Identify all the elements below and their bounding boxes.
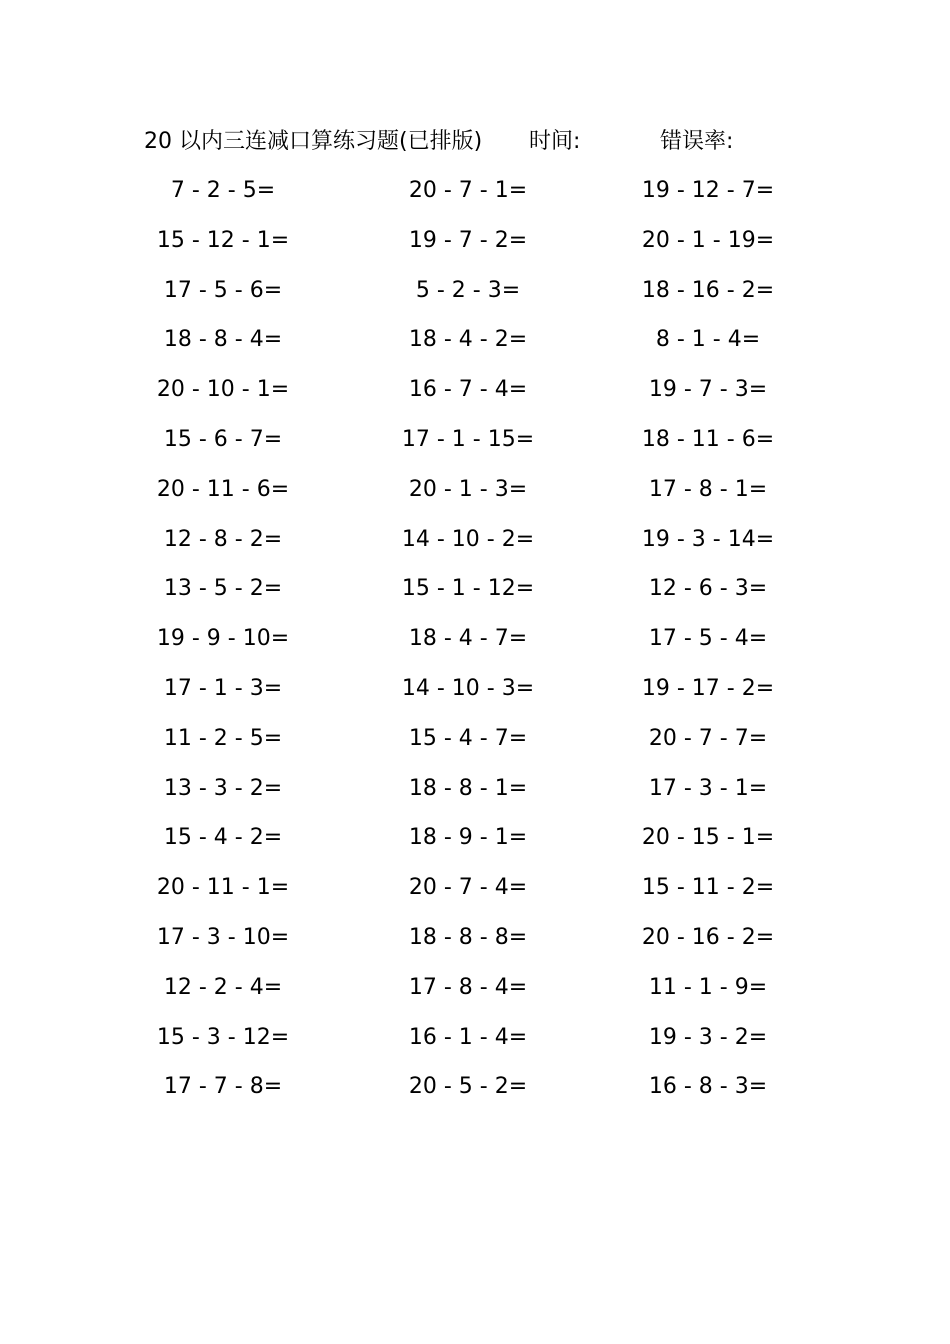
math-problem: 19 - 7 - 3= <box>648 377 768 403</box>
math-problem: 16 - 8 - 3= <box>648 1074 768 1100</box>
math-problem: 15 - 4 - 7= <box>408 725 528 751</box>
math-problem: 20 - 15 - 1= <box>641 825 775 851</box>
math-problem: 17 - 7 - 8= <box>163 1074 283 1100</box>
problem-row <box>0 921 950 971</box>
math-problem: 14 - 10 - 2= <box>401 526 535 552</box>
math-problem: 20 - 16 - 2= <box>641 924 775 950</box>
error-rate-label: 错误率: <box>660 129 734 154</box>
math-problem: 14 - 10 - 3= <box>401 675 535 701</box>
math-problem: 11 - 1 - 9= <box>648 974 768 1000</box>
math-problem: 16 - 1 - 4= <box>408 1024 528 1050</box>
math-problem: 15 - 4 - 2= <box>163 825 283 851</box>
math-problem: 18 - 16 - 2= <box>641 277 775 303</box>
problem-row <box>0 722 950 772</box>
math-problem: 20 - 7 - 7= <box>648 725 768 751</box>
math-problem: 17 - 1 - 15= <box>401 426 535 452</box>
time-label: 时间: <box>529 129 581 154</box>
problem-row <box>0 672 950 722</box>
problem-grid <box>0 174 950 1120</box>
problem-row <box>0 523 950 573</box>
math-problem: 19 - 3 - 14= <box>641 526 775 552</box>
math-problem: 20 - 1 - 19= <box>641 227 775 253</box>
math-problem: 13 - 3 - 2= <box>163 775 283 801</box>
math-problem: 20 - 1 - 3= <box>408 476 528 502</box>
math-problem: 8 - 1 - 4= <box>655 327 761 353</box>
math-problem: 11 - 2 - 5= <box>163 725 283 751</box>
math-problem: 18 - 8 - 4= <box>163 327 283 353</box>
math-problem: 20 - 11 - 1= <box>156 875 290 901</box>
math-problem: 16 - 7 - 4= <box>408 377 528 403</box>
math-problem: 20 - 7 - 1= <box>408 178 528 203</box>
math-problem: 19 - 7 - 2= <box>408 227 528 253</box>
math-problem: 12 - 2 - 4= <box>163 974 283 1000</box>
problem-row <box>0 373 950 423</box>
math-problem: 19 - 17 - 2= <box>641 675 775 701</box>
problem-row <box>0 572 950 622</box>
math-problem: 18 - 4 - 7= <box>408 626 528 652</box>
problem-row <box>0 871 950 921</box>
problem-row <box>0 224 950 274</box>
math-problem: 18 - 8 - 8= <box>408 924 528 950</box>
math-problem: 13 - 5 - 2= <box>163 576 283 602</box>
math-problem: 18 - 11 - 6= <box>641 426 775 452</box>
math-problem: 17 - 5 - 4= <box>648 626 768 652</box>
math-problem: 19 - 3 - 2= <box>648 1024 768 1050</box>
math-problem: 12 - 6 - 3= <box>648 576 768 602</box>
math-problem: 17 - 8 - 4= <box>408 974 528 1000</box>
math-problem: 17 - 3 - 10= <box>156 924 290 950</box>
math-problem: 19 - 12 - 7= <box>641 178 775 203</box>
problem-row <box>0 274 950 324</box>
math-problem: 15 - 11 - 2= <box>641 875 775 901</box>
math-problem: 20 - 5 - 2= <box>408 1074 528 1100</box>
problem-row <box>0 772 950 822</box>
math-problem: 15 - 3 - 12= <box>156 1024 290 1050</box>
math-problem: 20 - 10 - 1= <box>156 377 290 403</box>
math-problem: 20 - 7 - 4= <box>408 875 528 901</box>
math-problem: 20 - 11 - 6= <box>156 476 290 502</box>
math-problem: 7 - 2 - 5= <box>170 178 276 203</box>
problem-row <box>0 473 950 523</box>
problem-row <box>0 423 950 473</box>
math-problem: 17 - 1 - 3= <box>163 675 283 701</box>
math-problem: 17 - 5 - 6= <box>163 277 283 303</box>
problem-row <box>0 821 950 871</box>
problem-row <box>0 622 950 672</box>
math-problem: 15 - 6 - 7= <box>163 426 283 452</box>
worksheet-title: 20 以内三连减口算练习题(已排版) <box>144 129 483 154</box>
math-problem: 17 - 3 - 1= <box>648 775 768 801</box>
math-problem: 15 - 1 - 12= <box>401 576 535 602</box>
math-problem: 18 - 8 - 1= <box>408 775 528 801</box>
math-problem: 19 - 9 - 10= <box>156 626 290 652</box>
problem-row <box>0 1021 950 1071</box>
math-problem: 5 - 2 - 3= <box>415 277 521 303</box>
math-problem: 17 - 8 - 1= <box>648 476 768 502</box>
worksheet-header <box>144 126 844 158</box>
math-problem: 15 - 12 - 1= <box>156 227 290 253</box>
problem-row <box>0 971 950 1021</box>
math-problem: 18 - 9 - 1= <box>408 825 528 851</box>
problem-row <box>0 1070 950 1120</box>
math-problem: 18 - 4 - 2= <box>408 327 528 353</box>
problem-row <box>0 323 950 373</box>
math-problem: 12 - 8 - 2= <box>163 526 283 552</box>
problem-row <box>0 174 950 224</box>
